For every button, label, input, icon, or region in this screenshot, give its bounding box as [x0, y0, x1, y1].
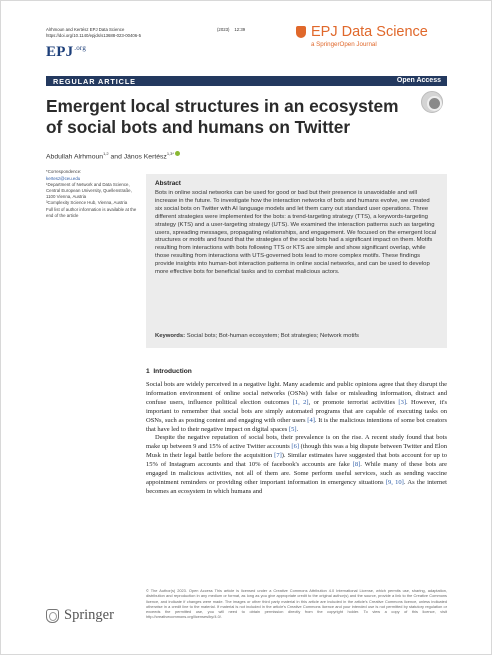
citation-volume: 12:39 — [234, 27, 246, 32]
springeropen-logo-icon — [296, 26, 306, 38]
paragraph: Despite the negative reputation of social bots, their prevalence is on the rise. A recent study found that bots make up between 9 and 15% of active Twitter accounts [6] (though this was a big dispute between Twitter and Elon Musk in their legal battle before the acquisition [7]). Similar estimates have suggested that bots account for up to 15% of Instagram accounts and that 10% of facebook's accounts are fake [8]. While many of these bots are engaged in malicious activities, not all of them are. Some perform useful services, such as sending vaccine appointment reminders or providing other important information in emergency situations [9, 10]. As the internet becomes an ecosystem in which humans and — [146, 434, 447, 495]
article-type-bar — [46, 76, 447, 86]
journal-subtitle: a SpringerOpen Journal — [311, 41, 377, 48]
open-access-label: Open Access — [396, 77, 441, 84]
citation-link[interactable]: [4] — [307, 416, 315, 424]
correspondence-email[interactable]: kertesz@ceu.edu — [46, 175, 81, 181]
springer-logo — [46, 607, 114, 624]
paragraph: Social bots are widely perceived in a negative light. Many academic and public opinions agree that they disrupt the information environment of online social networks (OSNs) with false or misleading information, distract and confuse users, influence political election outcomes [1, 2], or promote terrorist activities [3]. However, it's important to remember that social bots are simply automated programs that are capable of executing tasks on OSNs, such as posting content and engaging with other users [4]. It is the malicious intentions of some bot creators that have led to their negative impact on digital spaces [5]. — [146, 381, 447, 433]
license-text: © The Author(s) 2023. Open Access This article is licensed under a Creative Commons Attribution 4.0 International License, which permits use, sharing, adaptation, distribution and reproduction in any medium or format, as long as you give appropriate credit to the original author(s) and the source, provide a link to the Creative Commons licence, and indicate if changes were made. The images or other third party material in this article are included in the article's Creative Commons licence, unless indicated otherwise in a credit line to the material. If material is not included in the article's Creative Commons licence and your intended use is not permitted by statutory regulation or exceeds the permitted use, you will need to obtain permission directly from the copyright holder. To view a copy of this licence, visit http://creativecommons.org/licenses/by/4.0/. — [146, 588, 447, 620]
publisher-name: Springer — [64, 607, 114, 623]
citation-date — [217, 27, 250, 32]
citation-link[interactable]: [6] — [291, 443, 300, 451]
journal-brand — [296, 24, 446, 48]
keywords-label: Keywords: — [155, 333, 186, 339]
journal-title: EPJ Data Science — [311, 24, 428, 40]
author-name[interactable]: Abdullah Alrhmoun — [46, 153, 104, 161]
abstract-heading: Abstract — [155, 180, 181, 187]
citation-link[interactable]: [5] — [288, 425, 297, 433]
citation-link[interactable]: [8] — [352, 461, 361, 469]
abstract-text: Bots in online social networks can be used for good or bad but their presence is unavoidable and will increase in the future. To investigate how the interaction networks of bots and humans evolve, we created six social bots on Twitter with AI language models and let them carry out standard user operations. Three different strategies were implemented for the bots: a trend-targeting strategy (TTS), a keywords-targeting strategy (KTS) and a user-targeting strategy (UTS). We examined the interaction patterns such as targeting users, spreading messages, propagating relationships, and engagement. We focused on the emergent local structures or motifs and found that the strategies of the social bots had a significant impact on them. Motifs resulting from interactions with bots following TTS or KTS are simple and show significant overlap, while those resulting from interactions with UTS-governed bots lead to more complex motifs. These findings provide insights into human-bot interaction patterns in online social networks, and can be used to develop more effective bots for beneficial tasks and to combat malicious actors. — [155, 190, 437, 276]
citation-authors: Alrhmoun and Kertész EPJ Data Science — [46, 27, 125, 32]
section-heading: 1 Introduction — [146, 368, 192, 375]
article-type: REGULAR ARTICLE — [53, 77, 136, 86]
citation-header — [46, 27, 141, 39]
affiliation-note: Full list of author information is available at the end of the article — [46, 206, 137, 218]
keywords-list: Social bots; Bot-human ecosystem; Bot strategies; Network motifs — [186, 333, 359, 339]
epj-logo: $EPJ^{.org}$ — [46, 44, 87, 60]
crossmark-icon[interactable] — [421, 91, 443, 113]
keywords — [155, 333, 359, 339]
doi-link[interactable]: https://doi.org/10.1140/epjds/s13688-023-00406-5 — [46, 33, 141, 39]
orcid-icon[interactable] — [175, 151, 180, 156]
citation-link[interactable]: [3] — [398, 398, 407, 406]
affiliation: ³Complexity Science Hub, Vienna, Austria — [46, 200, 128, 206]
author-list: Abdullah Alrhmoun$^{1,2}$ and János Kertész$^{1,3*}$ — [46, 151, 180, 160]
correspondence-label: *Correspondence: — [46, 169, 82, 174]
citation-year: (2023) — [217, 27, 230, 32]
article-title: Emergent local structures in an ecosystem of social bots and humans on Twitter — [46, 96, 399, 137]
affiliations — [46, 169, 142, 219]
body-text — [146, 381, 447, 497]
citation-link[interactable]: [9, 10] — [385, 478, 404, 486]
citation-link[interactable]: [1, 2] — [292, 398, 309, 406]
abstract-box — [146, 174, 447, 348]
springer-horse-icon — [46, 609, 59, 623]
citation-link[interactable]: [7] — [274, 452, 282, 460]
author-name[interactable]: János Kertész — [123, 153, 167, 161]
affiliation: ¹Department of Network and Data Science, Central European University, Quellenstraße, 1100 Vienna, Austria — [46, 182, 132, 199]
